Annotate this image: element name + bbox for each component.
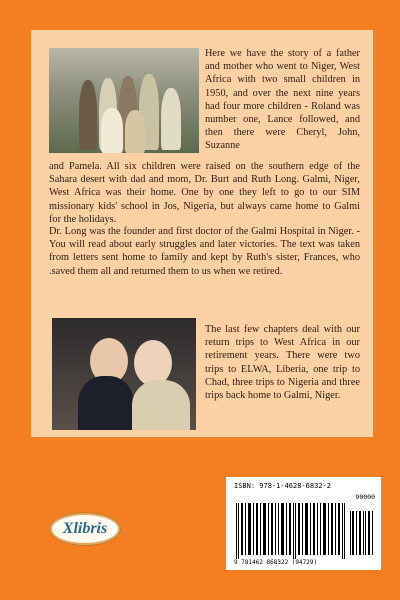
isbn-label: ISBN: 978-1-4628-6832-2: [234, 482, 331, 490]
intro-paragraph-bottom: and Pamela. All six children were raised on the southern edge of the Sahara desert with dad and mom, Dr. Burt and Ruth Long. Galmi, Niger, West Africa was their home. One by one they left to go to our SIM missionary kids' school in Jos, Nigeria, but always came home to Galmi for the holidays.: [49, 161, 360, 225]
couple-photo: [52, 318, 196, 430]
hospital-paragraph: Dr. Long was the founder and first doctor of the Galmi Hospital in Niger. -You will read about early struggles and later victories. The text was taken from letters sent home to family and kept by Ruth's sister, Frances, who .saved them all and returned them to us when we retired.: [49, 226, 360, 277]
barcode-digits: 9 781462 868322 (94729): [234, 559, 318, 566]
barcode: [226, 477, 381, 570]
publisher-logo: [50, 513, 120, 545]
price-code: 90000: [355, 493, 375, 501]
barcode-bars: [234, 503, 374, 559]
family-photo: [49, 48, 199, 153]
publisher-logo-text: Xlibris: [62, 520, 108, 537]
retirement-paragraph: The last few chapters deal with our return trips to West Africa in our retirement years. There were two trips to ELWA, Liberia, one trip to Chad, three trips to Nigeria and three trips back home to Galmi, Niger.: [205, 324, 360, 402]
intro-paragraph-top: Here we have the story of a father and mother who went to Niger, West Africa with two small children in 1950, and over the next nine years had four more children - Roland was number one, Lance followed, and then there were Cheryl, John, Suzanne: [205, 48, 360, 152]
